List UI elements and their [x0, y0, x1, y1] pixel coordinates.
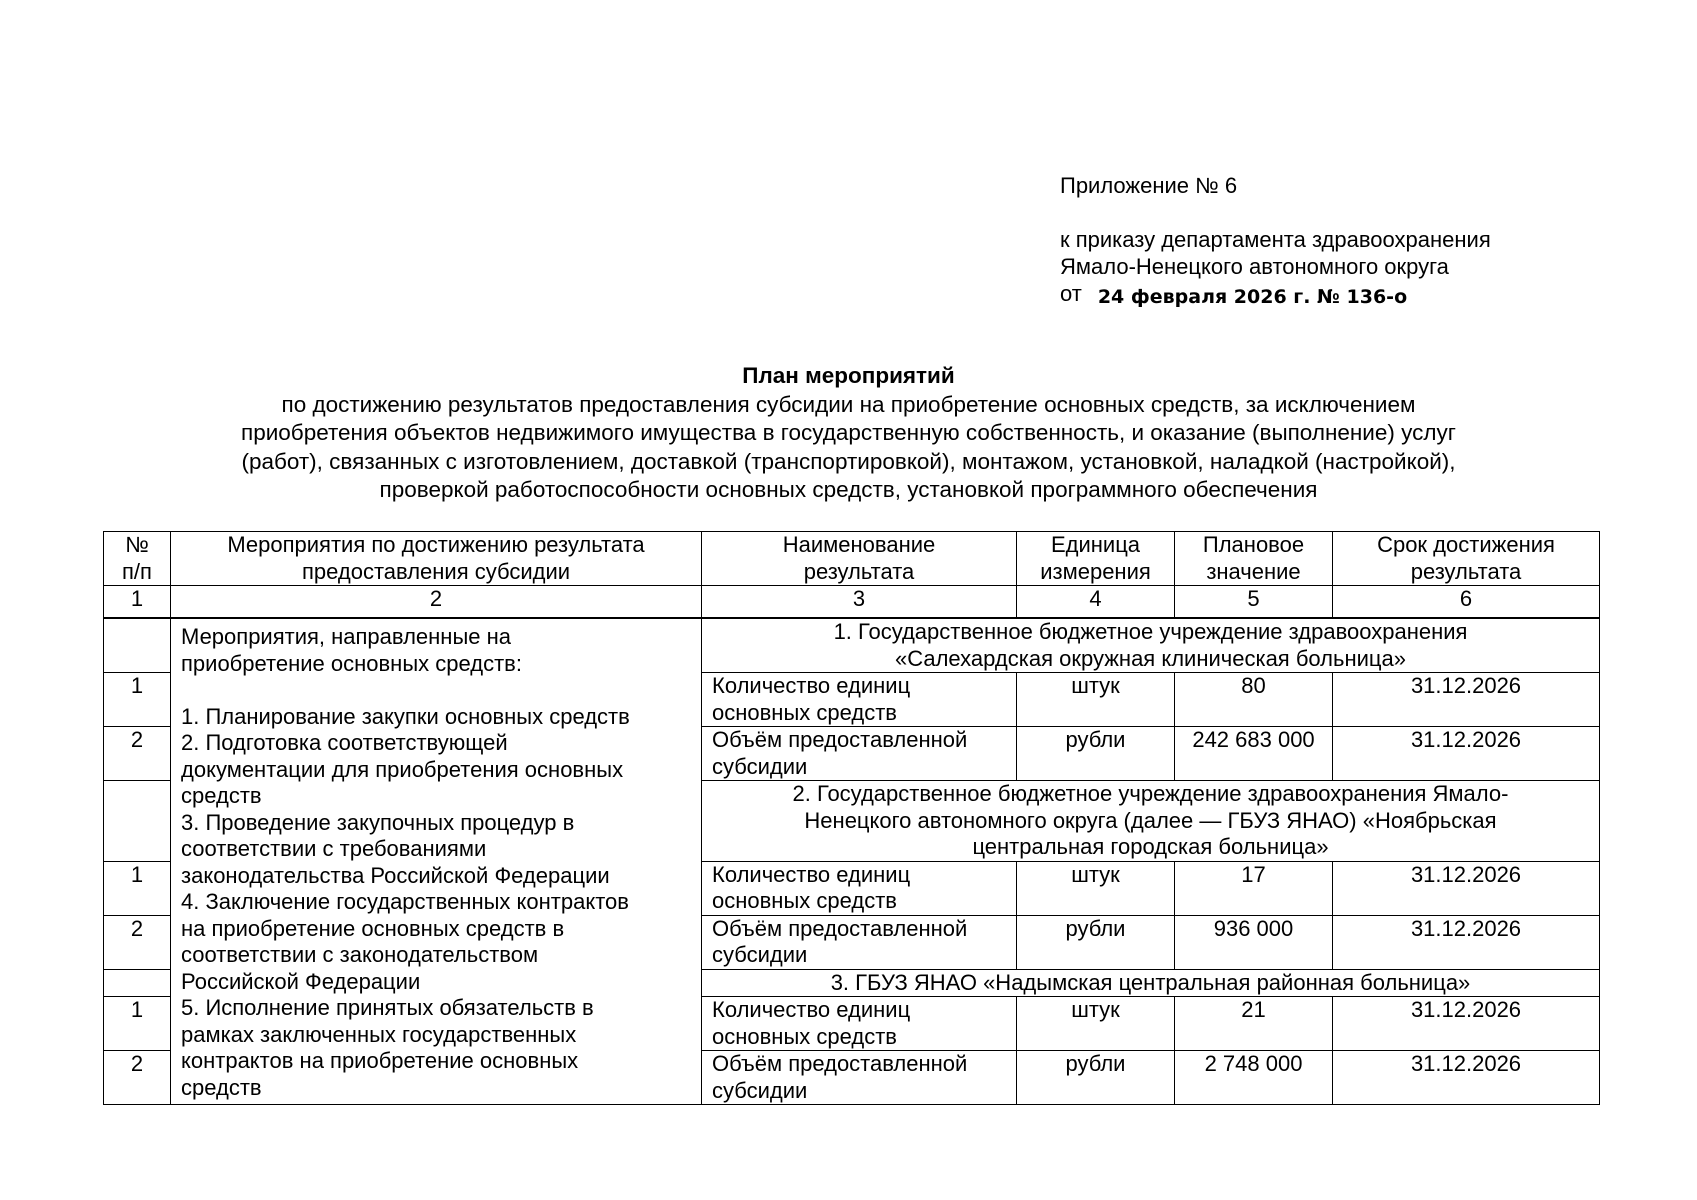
- deadline: 31.12.2026: [1333, 727, 1600, 781]
- result-name: Количество единиц основных средств: [702, 673, 1017, 727]
- appendix-line-1: к приказу департамента здравоохранения: [1060, 227, 1491, 252]
- unit: рубли: [1017, 915, 1175, 969]
- header-row: [104, 532, 1600, 586]
- order-date: 24 февраля 2026 г. № 136-о: [1097, 286, 1408, 308]
- column-numbers-row: [104, 586, 1600, 619]
- plan-table: [103, 531, 1600, 1105]
- unit: рубли: [1017, 1051, 1175, 1105]
- heading-line-2: приобретения объектов недвижимого имущества в государственную собственность, и оказание (выполнение) услуг: [241, 420, 1456, 445]
- row-num: 1: [104, 673, 171, 727]
- planned-value: 21: [1175, 997, 1333, 1051]
- unit: штук: [1017, 997, 1175, 1051]
- deadline: 31.12.2026: [1333, 915, 1600, 969]
- events-cell: Мероприятия, направленные на приобретение основных средств: 1. Планирование закупки основных средств 2. Подготовка соответствующей документации для приобретения основных средств 3. Проведение закупочных процедур в соответствии с требованиями законодательства Российской Федерации 4. Заключение государственных контрактов на приобретение основных средств в соответствии с законодательством Российской Федерации 5. Исполнение принятых обязательств в рамках заключенных государственных контрактов на приобретение основных средств: [171, 618, 702, 1105]
- deadline: 31.12.2026: [1333, 1051, 1600, 1105]
- planned-value: 80: [1175, 673, 1333, 727]
- org-name-cell: 3. ГБУЗ ЯНАО «Надымская центральная районная больница»: [702, 969, 1600, 997]
- heading-line-3: (работ), связанных с изготовлением, доставкой (транспортировкой), монтажом, установкой, наладкой (настройкой),: [241, 448, 1456, 474]
- column-number: 4: [1017, 586, 1175, 619]
- org-num-cell: [104, 781, 171, 862]
- deadline: 31.12.2026: [1333, 673, 1600, 727]
- header-cell-value: Плановое значение: [1175, 532, 1333, 586]
- org-name-cell: 1. Государственное бюджетное учреждение здравоохранения «Салехардская окружная клиническая больница»: [702, 618, 1600, 673]
- result-name: Объём предоставленной субсидии: [702, 915, 1017, 969]
- column-number: 5: [1175, 586, 1333, 619]
- unit: штук: [1017, 673, 1175, 727]
- appendix-block: [1060, 172, 1491, 309]
- heading-line-1: по достижению результатов предоставления субсидии на приобретение основных средств, за исключением: [281, 391, 1416, 417]
- deadline: 31.12.2026: [1333, 997, 1600, 1051]
- appendix-line-2: Ямало-Ненецкого автономного округа: [1060, 254, 1449, 279]
- column-number: 3: [702, 586, 1017, 619]
- header-cell-deadline: Срок достижения результата: [1333, 532, 1600, 586]
- row-num: 2: [104, 727, 171, 781]
- row-num: 2: [104, 915, 171, 969]
- header-cell-unit: Единица измерения: [1017, 532, 1175, 586]
- planned-value: 936 000: [1175, 915, 1333, 969]
- appendix-date-line: [1060, 280, 1491, 309]
- column-number: 2: [171, 586, 702, 619]
- planned-value: 2 748 000: [1175, 1051, 1333, 1105]
- header-cell-result: Наименование результата: [702, 532, 1017, 586]
- result-name: Количество единиц основных средств: [702, 861, 1017, 915]
- appendix-title: Приложение № 6: [1060, 173, 1238, 198]
- deadline: 31.12.2026: [1333, 861, 1600, 915]
- row-num: 2: [104, 1051, 171, 1105]
- header-cell-events: Мероприятия по достижению результата предоставления субсидии: [171, 532, 702, 586]
- org-name-cell: 2. Государственное бюджетное учреждение здравоохранения Ямало- Ненецкого автономного округа (далее — ГБУЗ ЯНАО) «Ноябрьская центральная городская больница»: [702, 781, 1600, 862]
- header-cell-num: № п/п: [104, 532, 171, 586]
- column-number: 1: [104, 586, 171, 619]
- row-num: 1: [104, 861, 171, 915]
- row-num: 1: [104, 997, 171, 1051]
- planned-value: 242 683 000: [1175, 727, 1333, 781]
- result-name: Объём предоставленной субсидии: [702, 1051, 1017, 1105]
- heading-line-4: проверкой работоспособности основных средств, установкой программного обеспечения: [379, 477, 1318, 502]
- from-label: от: [1060, 281, 1082, 306]
- result-name: Количество единиц основных средств: [702, 997, 1017, 1051]
- org-row: [104, 618, 1600, 673]
- planned-value: 17: [1175, 861, 1333, 915]
- org-num-cell: [104, 969, 171, 997]
- result-name: Объём предоставленной субсидии: [702, 727, 1017, 781]
- unit: штук: [1017, 861, 1175, 915]
- document-title: План мероприятий: [742, 363, 955, 388]
- column-number: 6: [1333, 586, 1600, 619]
- org-num-cell: [104, 618, 171, 673]
- document-heading: [0, 362, 1697, 505]
- unit: рубли: [1017, 727, 1175, 781]
